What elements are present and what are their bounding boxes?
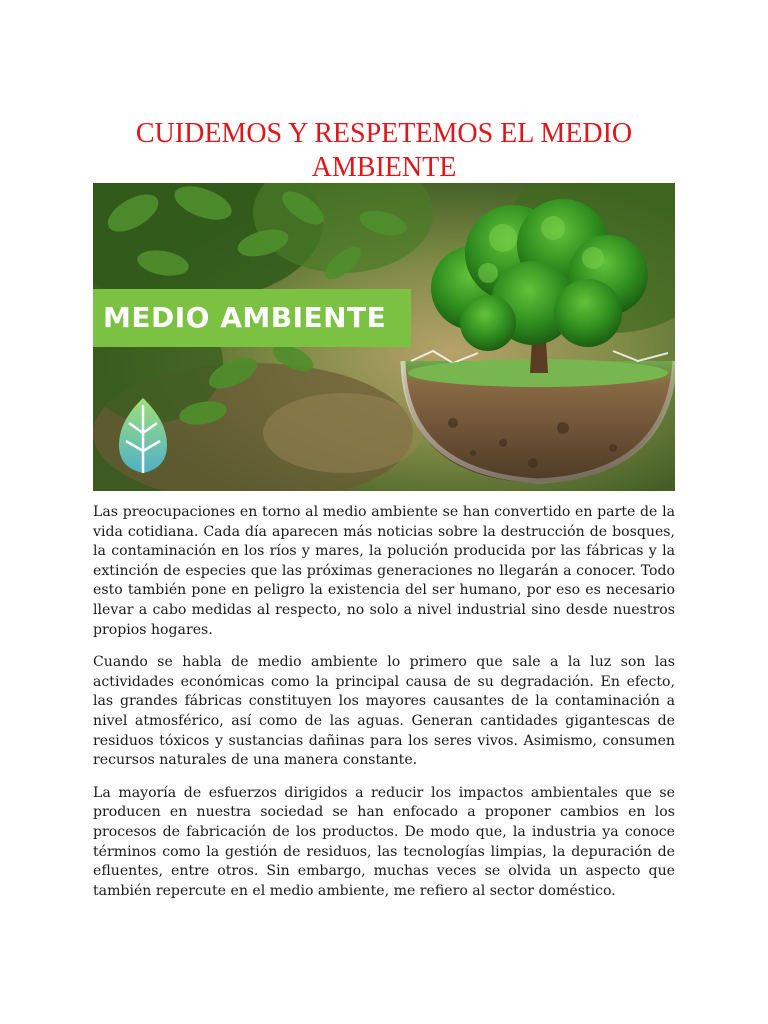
paragraph: La mayoría de esfuerzos dirigidos a reducir los impactos ambientales que se producen en nuestra sociedad se han enfocado a proponer cambios en los procesos de fabricación de los productos. De modo que, la industria ya conoce términos como la gestión de residuos, las tecnologías limpias, la depuración de efluentes, entre otros. Sin embargo, muchas veces se olvida un aspecto que también repercute en el medio ambiente, me refiero al sector doméstico. [93, 784, 675, 899]
paragraph: Cuando se habla de medio ambiente lo primero que sale a la luz son las actividades económicas como la principal causa de su degradación. En efecto, las grandes fábricas constituyen los mayores causantes de la contaminación a nivel atmosférico, así como de las aguas. Generan cantidades gigantescas de residuos tóxicos y sustancias dañinas para los seres vivos. Asimismo, consumen recursos naturales de una manera constante. [93, 654, 675, 769]
article-body [93, 503, 675, 914]
page-title: CUIDEMOS Y RESPETEMOS EL MEDIO AMBIENTE [135, 118, 633, 183]
hero-banner-text: MEDIO AMBIENTE [103, 301, 387, 334]
hero-image [93, 183, 675, 491]
paragraph: Las preocupaciones en torno al medio ambiente se han convertido en parte de la vida cotidiana. Cada día aparecen más noticias sobre la destrucción de bosques, la contaminación en los ríos y mares, la polución producida por las fábricas y la extinción de especies que las próximas generaciones no llegarán a conocer. Todo esto también pone en peligro la existencia del ser humano, por eso es necesario llevar a cabo medidas al respecto, no solo a nivel industrial sino desde nuestros propios hogares. [93, 504, 675, 638]
